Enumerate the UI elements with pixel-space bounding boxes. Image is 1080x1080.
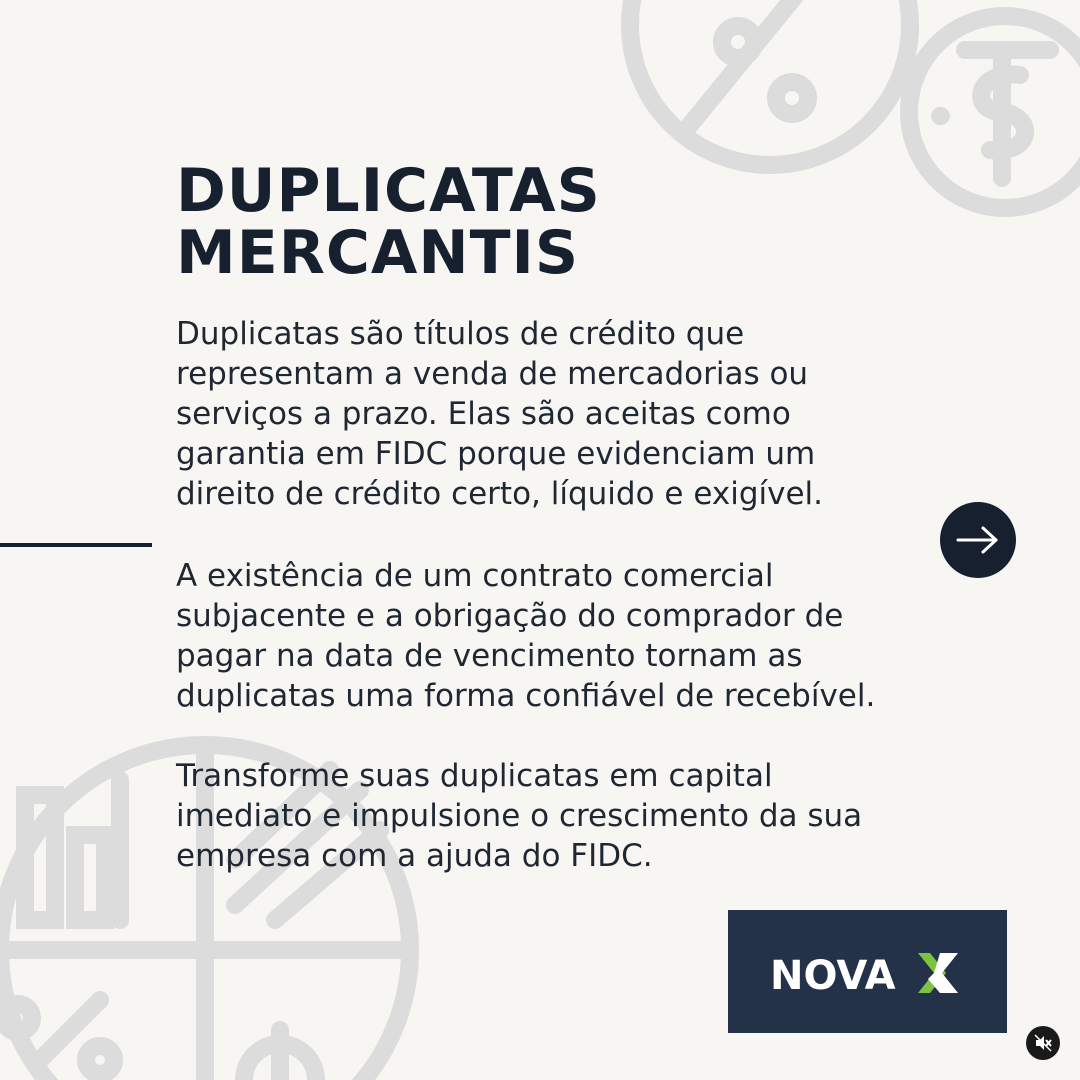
svg-text:NOVA: NOVA [769,952,896,997]
paragraph-line: subjacente e a obrigação do comprador de [176,598,844,634]
paragraph-line: representam a venda de mercadorias ou [176,356,809,392]
paragraph-line: garantia em FIDC porque evidenciam um [176,436,816,472]
divider [0,543,152,547]
title-line-1: DUPLICATAS [176,156,601,226]
paragraph-contract [176,556,875,716]
novax-logo [728,910,1007,1033]
paragraph-line: A existência de um contrato comercial [176,558,774,594]
paragraph-line: direito de crédito certo, líquido e exigível. [176,476,824,512]
paragraph-definition [176,314,823,514]
page-title [176,156,601,288]
paragraph-line: imediato e impulsione o crescimento da sua [176,798,863,834]
paragraph-line: serviços a prazo. Elas são aceitas como [176,396,791,432]
arrow-right-icon [956,525,1000,555]
percent-dollar-icon [630,0,1080,208]
mute-button[interactable] [1026,1026,1060,1060]
paragraph-line: duplicatas uma forma confiável de recebível. [176,678,876,714]
paragraph-line: Duplicatas são títulos de crédito que [176,316,745,352]
novax-logo-mark [768,947,968,997]
mute-icon [1033,1033,1053,1053]
paragraph-line: Transforme suas duplicatas em capital [176,758,773,794]
title-line-2: MERCANTIS [176,218,580,288]
paragraph-line: empresa com a ajuda do FIDC. [176,838,653,874]
paragraph-call-to-action [176,756,862,876]
next-button[interactable] [940,502,1016,578]
paragraph-line: pagar na data de vencimento tornam as [176,638,803,674]
